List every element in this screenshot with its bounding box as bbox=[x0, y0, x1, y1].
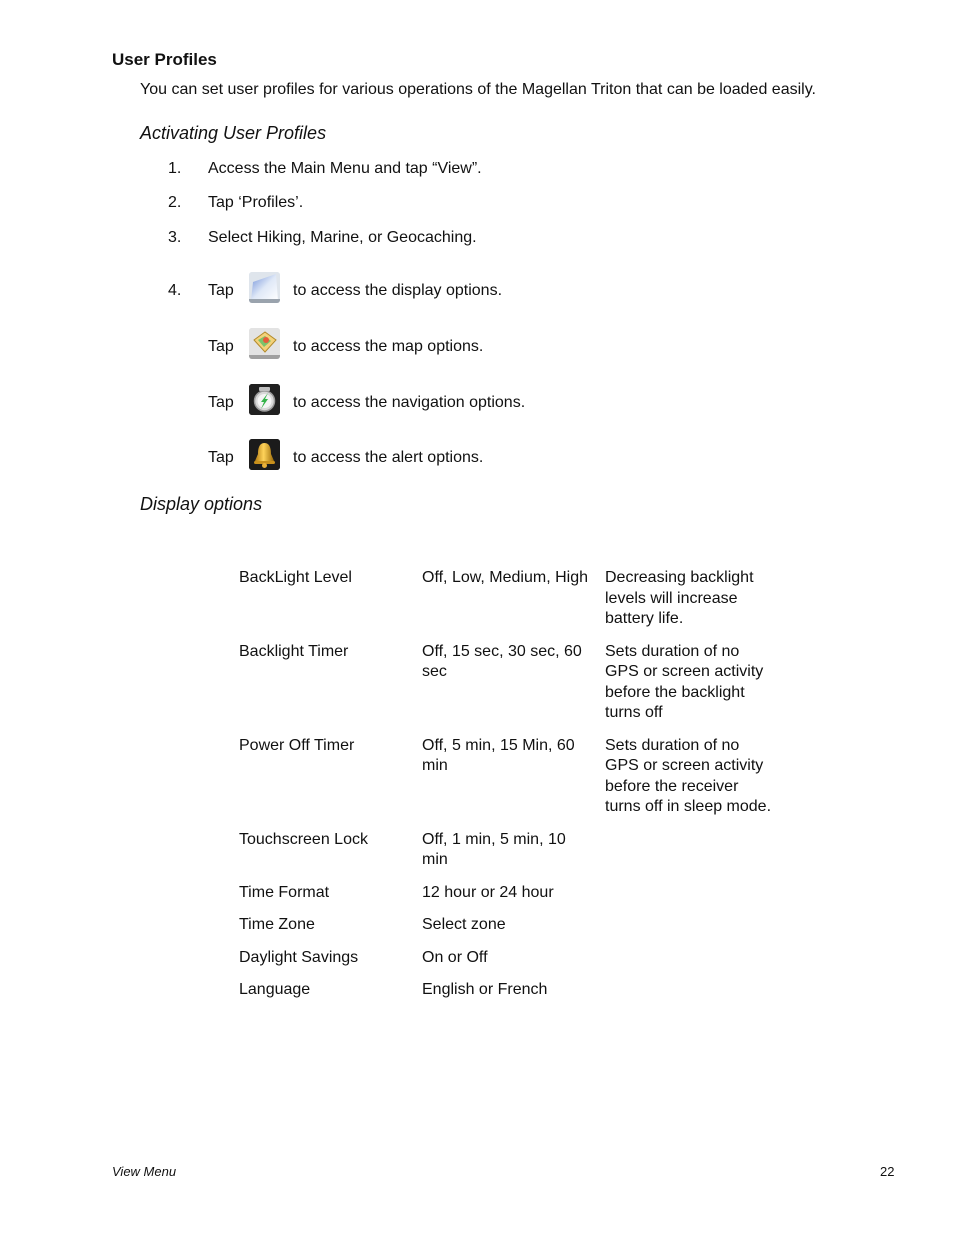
footer-section-name: View Menu bbox=[112, 1164, 177, 1179]
option-name: Power Off Timer bbox=[239, 736, 355, 754]
navigation-icon bbox=[249, 384, 280, 415]
tap-word: Tap bbox=[208, 338, 234, 355]
step-text: Tap ‘Profiles’. bbox=[208, 194, 304, 211]
tap-word: Tap bbox=[208, 449, 234, 466]
option-description: Decreasing backlight levels will increase battery life. bbox=[605, 569, 754, 627]
option-name: Time Zone bbox=[239, 916, 315, 933]
option-values: Select zone bbox=[422, 916, 506, 933]
option-name: Touchscreen Lock bbox=[239, 830, 368, 848]
option-name: Language bbox=[239, 981, 311, 998]
step-number: 1. bbox=[168, 160, 182, 177]
option-values: Off, 5 min, 15 Min, 60 min bbox=[422, 736, 575, 774]
step-number: 4. bbox=[168, 282, 182, 299]
table-row bbox=[239, 830, 799, 871]
display-icon bbox=[249, 272, 280, 303]
step-text: Select Hiking, Marine, or Geocaching. bbox=[208, 229, 477, 246]
option-description bbox=[605, 883, 775, 904]
display-options-table bbox=[239, 568, 799, 1013]
option-description bbox=[605, 980, 775, 1001]
option-description bbox=[605, 915, 775, 936]
display-options-heading: Display options bbox=[140, 494, 263, 514]
option-name: Backlight Timer bbox=[239, 642, 349, 660]
section-title: User Profiles bbox=[112, 50, 217, 69]
table-row bbox=[239, 642, 799, 724]
tap-description: to access the map options. bbox=[293, 338, 484, 355]
option-values: On or Off bbox=[422, 948, 488, 966]
table-row bbox=[239, 948, 799, 969]
tap-description: to access the display options. bbox=[293, 282, 503, 299]
tap-description: to access the navigation options. bbox=[293, 394, 526, 411]
option-name: BackLight Level bbox=[239, 569, 352, 586]
step-text: Access the Main Menu and tap “View”. bbox=[208, 160, 482, 177]
activating-heading: Activating User Profiles bbox=[140, 123, 327, 143]
table-row bbox=[239, 915, 799, 936]
option-description bbox=[605, 948, 775, 969]
option-description: Sets duration of no GPS or screen activity before the backlight turns off bbox=[605, 642, 764, 721]
option-name: Time Format bbox=[239, 883, 330, 901]
table-row bbox=[239, 980, 799, 1001]
tap-word: Tap bbox=[208, 394, 234, 411]
alert-bell-icon bbox=[249, 439, 280, 470]
option-description bbox=[605, 830, 775, 871]
page-number: 22 bbox=[880, 1164, 895, 1179]
step-number: 2. bbox=[168, 194, 182, 211]
option-values: English or French bbox=[422, 981, 548, 998]
option-values: Off, Low, Medium, High bbox=[422, 569, 588, 586]
table-row bbox=[239, 568, 799, 630]
table-row bbox=[239, 883, 799, 904]
option-values: Off, 15 sec, 30 sec, 60 sec bbox=[422, 642, 582, 680]
tap-word: Tap bbox=[208, 282, 234, 299]
intro-paragraph: You can set user profiles for various operations of the Magellan Triton that can be loaded easily. bbox=[140, 81, 816, 98]
map-icon bbox=[249, 328, 280, 359]
table-row bbox=[239, 736, 799, 818]
option-description: Sets duration of no GPS or screen activity before the receiver turns off in sleep mode. bbox=[605, 736, 772, 815]
step-number: 3. bbox=[168, 229, 182, 246]
tap-description: to access the alert options. bbox=[293, 449, 484, 466]
option-name: Daylight Savings bbox=[239, 948, 359, 966]
option-values: Off, 1 min, 5 min, 10 min bbox=[422, 830, 566, 868]
option-values: 12 hour or 24 hour bbox=[422, 883, 554, 901]
